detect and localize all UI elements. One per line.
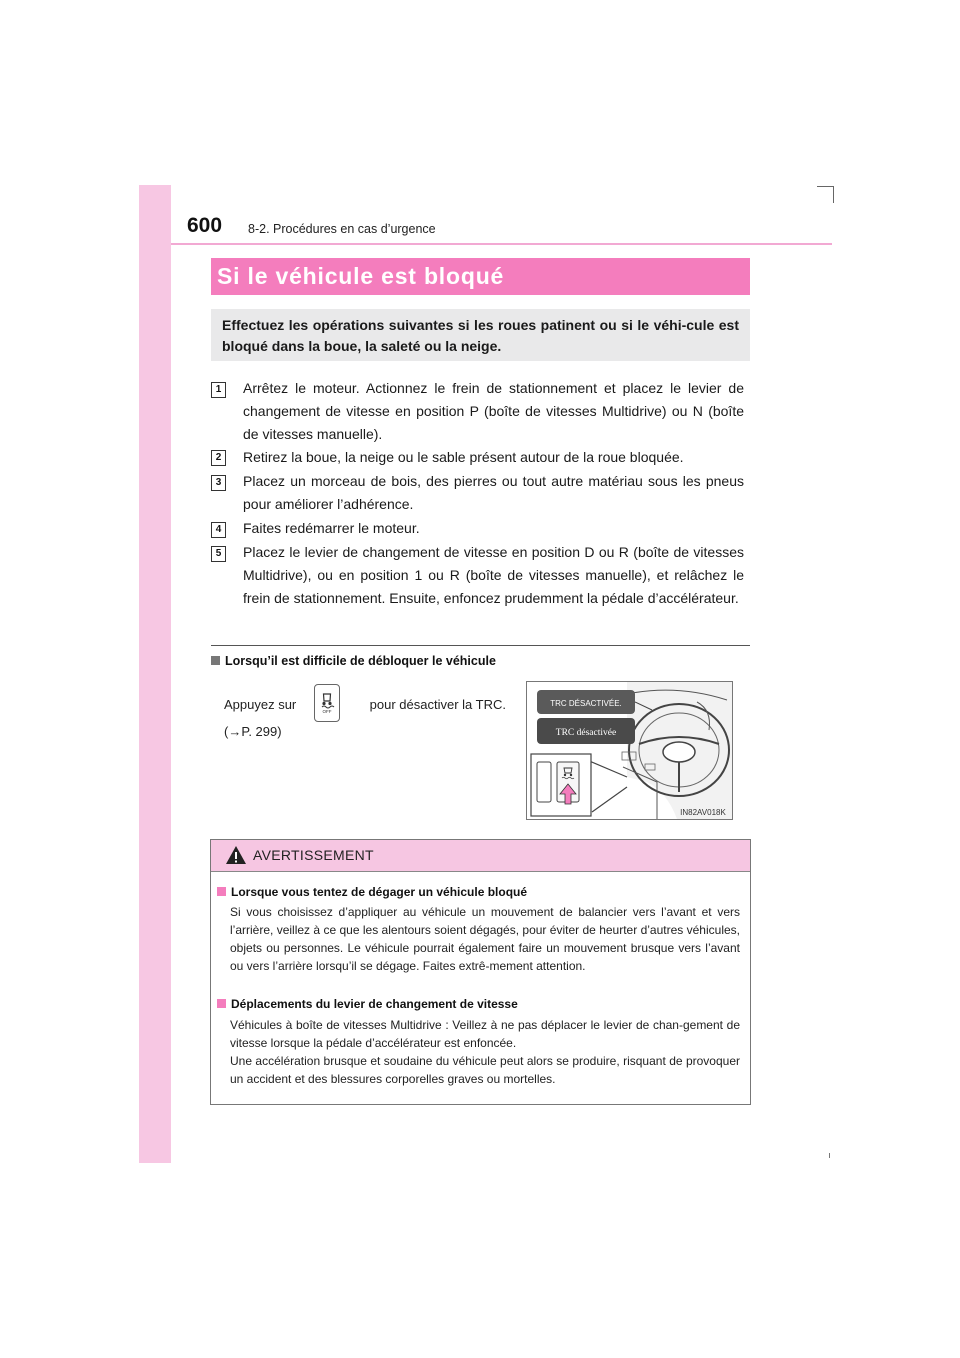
trc-text-after: pour désactiver la TRC.: [369, 697, 506, 712]
warning-title: AVERTISSEMENT: [253, 847, 374, 863]
intro-text: Effectuez les opérations suivantes si les roues patinent ou si le véhi-cule est bloqué dans la boue, la saleté ou la neige.: [222, 317, 739, 354]
step-number: 1: [211, 382, 226, 398]
bullet-square-icon: [211, 656, 220, 665]
step-text: Faites redémarrer le moteur.: [243, 520, 420, 536]
warning-item-body: Une accélération brusque et soudaine du véhicule peut alors se produire, risquant de provoquer un accident et des blessures corporelles graves ou mortelles.: [230, 1054, 740, 1086]
warning-item-heading-text: Lorsque vous tentez de dégager un véhicule bloqué: [231, 885, 528, 899]
step-text: Retirez la boue, la neige ou le sable présent autour de la roue bloquée.: [243, 449, 684, 465]
warning-item-body: Véhicules à boîte de vitesses Multidrive : Veillez à ne pas déplacer le levier de chan-gement de vitesse lorsque la pédale d’accélérateur est enfoncée.: [230, 1018, 740, 1050]
page-title: Si le véhicule est bloqué: [217, 263, 505, 289]
step-text: Arrêtez le moteur. Actionnez le frein de stationnement et placez le levier de changement de vitesse en position P (boîte de vitesses Multidrive) ou N (boîte de vitesses manuelle).: [243, 380, 744, 442]
trc-text-before: Appuyez sur: [224, 697, 297, 712]
bullet-square-icon: [217, 887, 226, 896]
display-message-1: TRC DÉSACTIVÉE.: [550, 699, 622, 708]
page-title-bar: [211, 258, 750, 295]
dashboard-illustration: [526, 681, 733, 820]
warning-triangle-icon: [225, 845, 247, 865]
warning-item-body: Si vous choisissez d’appliquer au véhicule un mouvement de balancier vers l’avant et vers l’arrière, veillez à ce que les alentours soient dégagés, pour éviter de heurter d’autres véhicules, objets ou personnes. Le véhicule pourrait également faire un mouvement brusque vers l’avant ou vers l’arrière lorsqu’il se dégage. Faites extrê-mement attention.: [230, 905, 740, 973]
section-label: 8-2. Procédures en cas d’urgence: [248, 222, 436, 236]
step-number: 4: [211, 522, 226, 538]
trc-off-button-icon: [314, 684, 340, 722]
crop-tick: [829, 1153, 830, 1158]
page-sidebar-tab: [139, 185, 171, 1163]
intro-box: [211, 309, 750, 361]
display-message-2: TRC désactivée: [555, 728, 617, 738]
svg-text:OFF: OFF: [322, 709, 332, 714]
step-text: Placez le levier de changement de vitesse en position D ou R (boîte de vitesses Multidrive), ou en position 1 ou R (boîte de vitesses manuelle), et relâchez le frein de stationnement. Ensuite, enfoncez prudemment la pédale d’accélérateur.: [243, 544, 744, 606]
trc-section-heading-text: Lorsqu’il est difficile de débloquer le véhicule: [225, 654, 496, 668]
warning-box: [210, 839, 751, 1105]
warning-item-heading: [217, 885, 527, 899]
section-divider: [211, 645, 750, 646]
step-text: Placez un morceau de bois, des pierres ou tout autre matériau sous les pneus pour améliorer l’adhérence.: [243, 473, 744, 512]
header-rule: [171, 243, 832, 245]
step-number: 2: [211, 450, 226, 466]
warning-item-heading-text: Déplacements du levier de changement de vitesse: [231, 997, 518, 1011]
warning-header: [211, 840, 750, 872]
step-number: 5: [211, 546, 226, 562]
trc-instruction: [224, 697, 506, 712]
step-number: 3: [211, 475, 226, 491]
page-number: 600: [187, 214, 223, 237]
trc-page-reference: (→P. 299): [224, 724, 282, 739]
trc-section-heading: [211, 654, 496, 668]
warning-item-heading: [217, 997, 518, 1011]
bullet-square-icon: [217, 999, 226, 1008]
crop-mark: [817, 186, 834, 203]
illustration-code: IN82AV018K: [680, 808, 726, 817]
